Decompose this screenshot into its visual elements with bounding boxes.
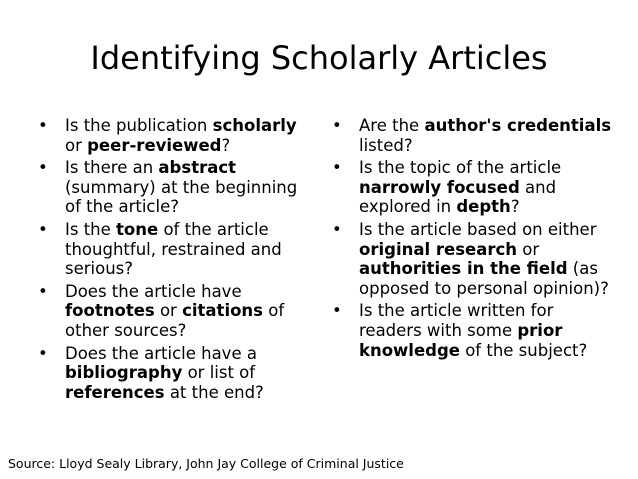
bullet-icon: • bbox=[38, 219, 48, 239]
bullet-text: of the subject? bbox=[459, 340, 588, 360]
bullet-icon: • bbox=[332, 219, 342, 239]
bold-term: authorities in the field bbox=[359, 259, 568, 279]
bullet-item bbox=[38, 158, 310, 217]
bullet-icon: • bbox=[38, 116, 48, 135]
bullet-item bbox=[332, 158, 618, 217]
right-bullet-list bbox=[332, 116, 618, 363]
bullet-text: ? bbox=[221, 135, 231, 155]
bullet-text: and explored in bbox=[359, 177, 557, 217]
bullet-item bbox=[332, 301, 618, 360]
bullet-icon: • bbox=[38, 281, 48, 301]
bold-term: prior knowledge bbox=[359, 320, 563, 360]
bullet-item bbox=[332, 220, 618, 298]
bullet-item bbox=[38, 220, 310, 279]
bullet-text: at the end? bbox=[164, 382, 264, 402]
bullet-text: (as opposed to personal opinion)? bbox=[359, 259, 609, 298]
bullet-text: Is the article based on either bbox=[359, 219, 597, 239]
bullet-icon: • bbox=[332, 116, 342, 135]
source-citation: Source: Lloyd Sealy Library, John Jay College of Criminal Justice bbox=[8, 456, 404, 471]
bullet-text: Is the publication bbox=[65, 116, 213, 135]
bold-term: abstract bbox=[158, 158, 237, 178]
bullet-text: Is the bbox=[65, 219, 117, 239]
bullet-text: (summary) at the beginning of the article? bbox=[65, 177, 298, 217]
bullet-icon: • bbox=[332, 301, 342, 321]
bold-term: citations bbox=[182, 301, 263, 321]
left-bullet-list bbox=[38, 116, 310, 405]
bullet-text: or bbox=[517, 239, 540, 259]
bullet-item bbox=[332, 116, 618, 155]
bold-term: footnotes bbox=[65, 301, 155, 321]
bold-term: references bbox=[65, 382, 165, 402]
bullet-text: or bbox=[65, 135, 88, 155]
bold-term: bibliography bbox=[65, 363, 183, 383]
bullet-text: Is the article written for readers with some bbox=[359, 301, 554, 340]
bold-term: narrowly focused bbox=[359, 177, 520, 197]
bold-term: peer-reviewed bbox=[87, 135, 222, 155]
bold-term: scholarly bbox=[212, 116, 297, 135]
bullet-item bbox=[38, 282, 310, 341]
bold-term: tone bbox=[116, 219, 159, 239]
bullet-text: Does the article have bbox=[65, 281, 242, 301]
bullet-text: Does the article have a bbox=[65, 343, 257, 363]
bullet-text: Is the topic of the article bbox=[359, 158, 562, 178]
bullet-text: Is there an bbox=[65, 158, 159, 178]
bold-term: original research bbox=[359, 239, 518, 259]
bullet-text: of other sources? bbox=[65, 301, 285, 340]
bullet-item bbox=[38, 116, 310, 155]
bullet-item bbox=[38, 344, 310, 403]
bullet-text: or bbox=[154, 301, 183, 321]
bullet-text: or list of bbox=[182, 363, 256, 383]
bullet-text: of the article thoughtful, restrained and serious? bbox=[65, 219, 282, 279]
slide-title: Identifying Scholarly Articles bbox=[90, 39, 548, 77]
bullet-icon: • bbox=[38, 158, 48, 178]
bullet-text: listed? bbox=[359, 135, 413, 155]
bullet-icon: • bbox=[332, 158, 342, 178]
bullet-text: ? bbox=[510, 197, 520, 217]
bullet-text: Are the bbox=[359, 116, 425, 135]
bullet-icon: • bbox=[38, 343, 48, 363]
bold-term: author's credentials bbox=[424, 116, 612, 135]
bold-term: depth bbox=[456, 197, 511, 217]
